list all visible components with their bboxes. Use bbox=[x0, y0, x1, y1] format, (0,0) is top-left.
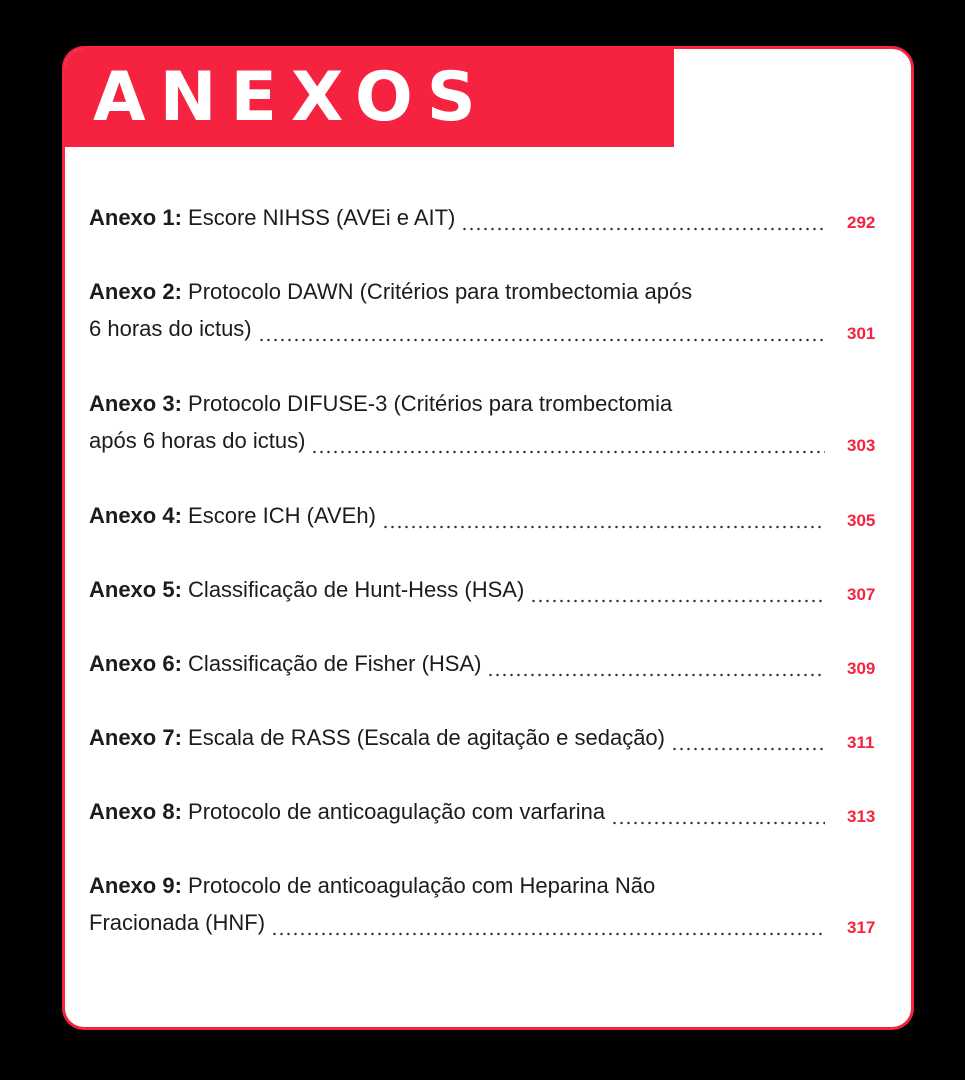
entry-label: Anexo 1: bbox=[89, 205, 182, 230]
annex-entry-8[interactable] bbox=[89, 793, 889, 867]
entry-label: Anexo 5: bbox=[89, 577, 182, 602]
entry-page-number: 317 bbox=[847, 918, 876, 937]
annex-entry-5[interactable] bbox=[89, 571, 889, 645]
entry-label: Anexo 6: bbox=[89, 651, 182, 676]
dot-leader bbox=[271, 904, 825, 941]
annex-entry-2[interactable] bbox=[89, 273, 889, 385]
entry-title: Protocolo de anticoagulação com Heparina Não bbox=[188, 873, 656, 898]
entry-title: Protocolo DIFUSE-3 (Critérios para trombectomia bbox=[188, 391, 673, 416]
entry-title: Escore NIHSS (AVEi e AIT) bbox=[188, 205, 456, 230]
entry-page-number: 309 bbox=[847, 659, 876, 678]
dot-leader bbox=[311, 422, 825, 459]
dot-leader bbox=[671, 719, 825, 756]
entry-page-number: 305 bbox=[847, 511, 876, 530]
entry-label: Anexo 7: bbox=[89, 725, 182, 750]
entry-page-number: 313 bbox=[847, 807, 876, 826]
entry-title: Protocolo de anticoagulação com varfarina bbox=[188, 799, 606, 824]
entry-title: Protocolo DAWN (Critérios para trombectomia após bbox=[188, 279, 693, 304]
page-title: ANEXOS bbox=[93, 58, 490, 137]
dot-leader bbox=[487, 645, 825, 682]
annex-entry-3[interactable] bbox=[89, 385, 889, 497]
entry-title-continued: Fracionada (HNF) bbox=[89, 910, 266, 935]
dot-leader bbox=[258, 310, 825, 347]
dot-leader bbox=[611, 793, 825, 830]
annex-entry-1[interactable] bbox=[89, 199, 889, 273]
entry-page-number: 301 bbox=[847, 324, 876, 343]
entry-title-continued: após 6 horas do ictus) bbox=[89, 428, 306, 453]
entry-label: Anexo 9: bbox=[89, 873, 182, 898]
annex-entry-6[interactable] bbox=[89, 645, 889, 719]
annex-card bbox=[62, 46, 914, 1030]
entry-page-number: 307 bbox=[847, 585, 876, 604]
annex-entry-9[interactable] bbox=[89, 867, 889, 979]
entry-page-number: 311 bbox=[847, 733, 875, 752]
annex-entry-4[interactable] bbox=[89, 497, 889, 571]
entry-title-continued: 6 horas do ictus) bbox=[89, 316, 252, 341]
annex-entry-7[interactable] bbox=[89, 719, 889, 793]
entry-title: Classificação de Fisher (HSA) bbox=[188, 651, 482, 676]
entry-title: Escala de RASS (Escala de agitação e sedação) bbox=[188, 725, 665, 750]
annex-list bbox=[89, 199, 889, 979]
dot-leader bbox=[382, 497, 825, 534]
entry-label: Anexo 4: bbox=[89, 503, 182, 528]
entry-page-number: 292 bbox=[847, 213, 876, 232]
entry-title: Classificação de Hunt-Hess (HSA) bbox=[188, 577, 525, 602]
entry-page-number: 303 bbox=[847, 436, 876, 455]
entry-label: Anexo 2: bbox=[89, 279, 182, 304]
dot-leader bbox=[461, 199, 825, 236]
title-banner bbox=[65, 49, 674, 147]
entry-label: Anexo 8: bbox=[89, 799, 182, 824]
entry-title: Escore ICH (AVEh) bbox=[188, 503, 376, 528]
entry-label: Anexo 3: bbox=[89, 391, 182, 416]
dot-leader bbox=[530, 571, 825, 608]
